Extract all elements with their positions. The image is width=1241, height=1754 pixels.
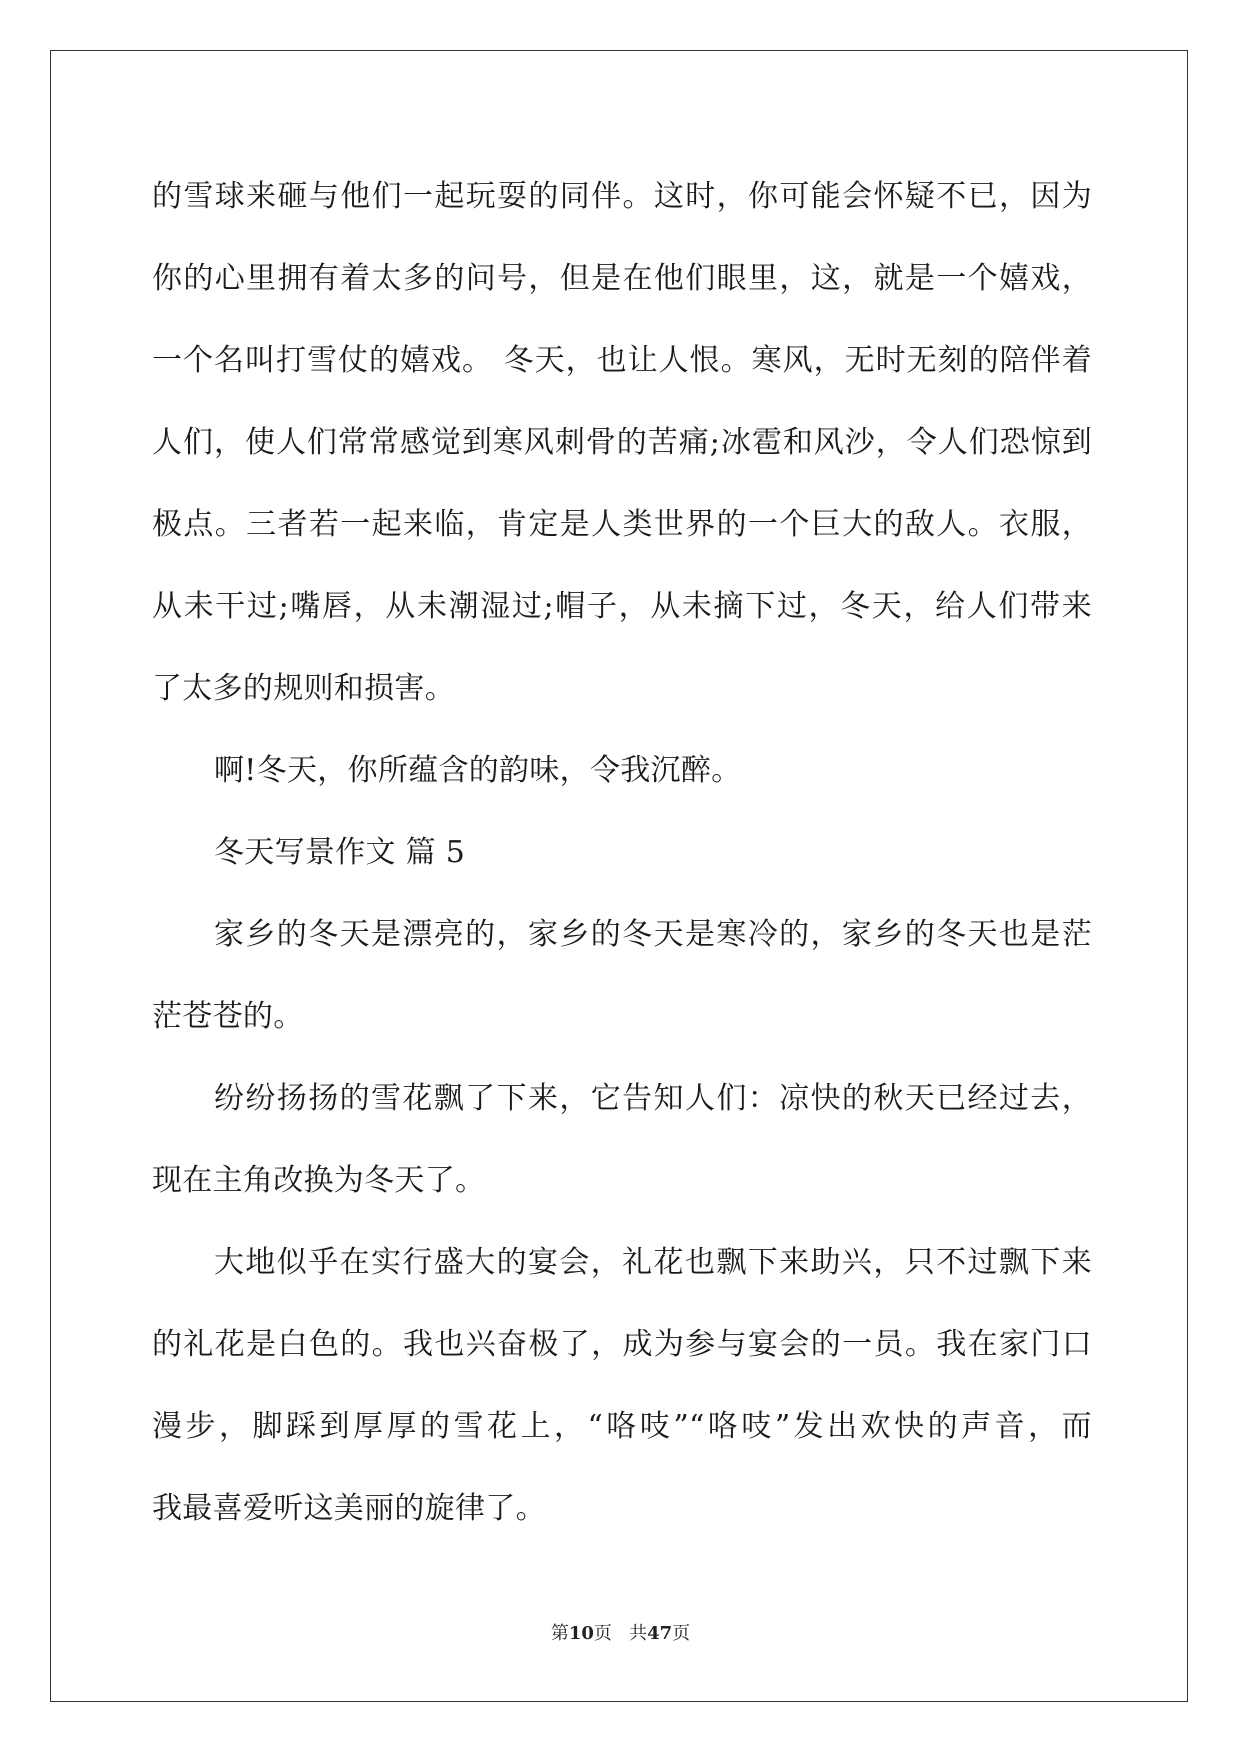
- text-line: 漫步，脚踩到厚厚的雪花上，“咯吱”“咯吱”发出欢快的声音，而: [152, 1409, 1092, 1444]
- footer-prefix: 第: [550, 1623, 569, 1644]
- footer-page-unit: 页: [593, 1623, 612, 1644]
- text-line: 纷纷扬扬的雪花飘了下来，它告知人们：凉快的秋天已经过去，: [214, 1081, 1092, 1116]
- text-line: 极点。三者若一起来临，肯定是人类世界的一个巨大的敌人。衣服，: [152, 507, 1092, 542]
- text-line: 的雪球来砸与他们一起玩耍的同伴。这时，你可能会怀疑不已，因为: [152, 179, 1092, 214]
- text-line: 了太多的规则和损害。: [152, 671, 455, 706]
- text-line: 你的心里拥有着太多的问号，但是在他们眼里，这，就是一个嬉戏，: [152, 261, 1092, 296]
- total-pages-number: 47: [647, 1623, 673, 1644]
- page-footer: [0, 1622, 1241, 1646]
- footer-total-unit: 页: [672, 1623, 691, 1644]
- text-line: 冬天写景作文 篇 5: [214, 835, 466, 870]
- text-line: 家乡的冬天是漂亮的，家乡的冬天是寒冷的，家乡的冬天也是茫: [214, 917, 1092, 952]
- document-body: [152, 156, 1092, 1550]
- text-line: 从未干过;嘴唇，从未潮湿过;帽子，从未摘下过，冬天，给人们带来: [152, 589, 1092, 624]
- text-line: 现在主角改换为冬天了。: [152, 1163, 486, 1198]
- text-line: 人们，使人们常常感觉到寒风刺骨的苦痛;冰雹和风沙，令人们恐惊到: [152, 425, 1092, 460]
- text-line: 的礼花是白色的。我也兴奋极了，成为参与宴会的一员。我在家门口: [152, 1327, 1092, 1362]
- current-page-number: 10: [568, 1623, 594, 1644]
- text-line: 大地似乎在实行盛大的宴会，礼花也飘下来助兴，只不过飘下来: [214, 1245, 1092, 1280]
- text-line: 我最喜爱听这美丽的旋律了。: [152, 1491, 546, 1526]
- text-line: 啊!冬天，你所蕴含的韵味，令我沉醉。: [214, 753, 742, 788]
- text-line: 一个名叫打雪仗的嬉戏。 冬天，也让人恨。寒风，无时无刻的陪伴着: [152, 343, 1092, 378]
- footer-total-prefix: 共: [629, 1623, 648, 1644]
- text-line: 茫苍苍的。: [152, 999, 304, 1034]
